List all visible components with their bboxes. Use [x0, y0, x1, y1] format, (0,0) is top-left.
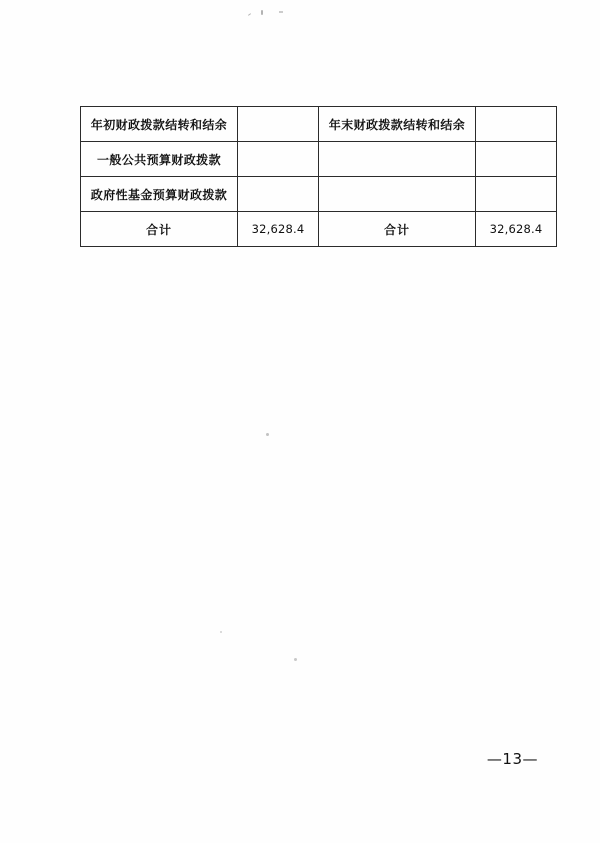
page-number: —13— — [486, 750, 538, 768]
row-value-left — [238, 107, 319, 142]
table-row — [81, 107, 557, 142]
scan-artifact-mark — [261, 10, 263, 15]
scan-artifact-mark — [248, 13, 251, 16]
scan-artifact-mark — [294, 658, 297, 661]
scan-artifact-mark — [266, 433, 269, 436]
total-value-right: 32,628.4 — [476, 212, 557, 247]
scan-artifact-mark — [220, 631, 222, 633]
row-label-right: 年末财政拨款结转和结余 — [319, 107, 476, 142]
row-value-left — [238, 177, 319, 212]
financial-allocation-table — [80, 106, 543, 247]
row-value-left — [238, 142, 319, 177]
row-label-right — [319, 177, 476, 212]
total-value-left: 32,628.4 — [238, 212, 319, 247]
scan-artifact-mark — [279, 11, 283, 13]
table-row — [81, 177, 557, 212]
total-label-right: 合计 — [319, 212, 476, 247]
row-label-right — [319, 142, 476, 177]
row-value-right — [476, 107, 557, 142]
table-row-total — [81, 212, 557, 247]
row-value-right — [476, 142, 557, 177]
row-value-right — [476, 177, 557, 212]
row-label-left: 政府性基金预算财政拨款 — [81, 177, 238, 212]
row-label-left: 一般公共预算财政拨款 — [81, 142, 238, 177]
table-row — [81, 142, 557, 177]
row-label-left: 年初财政拨款结转和结余 — [81, 107, 238, 142]
total-label-left: 合计 — [81, 212, 238, 247]
